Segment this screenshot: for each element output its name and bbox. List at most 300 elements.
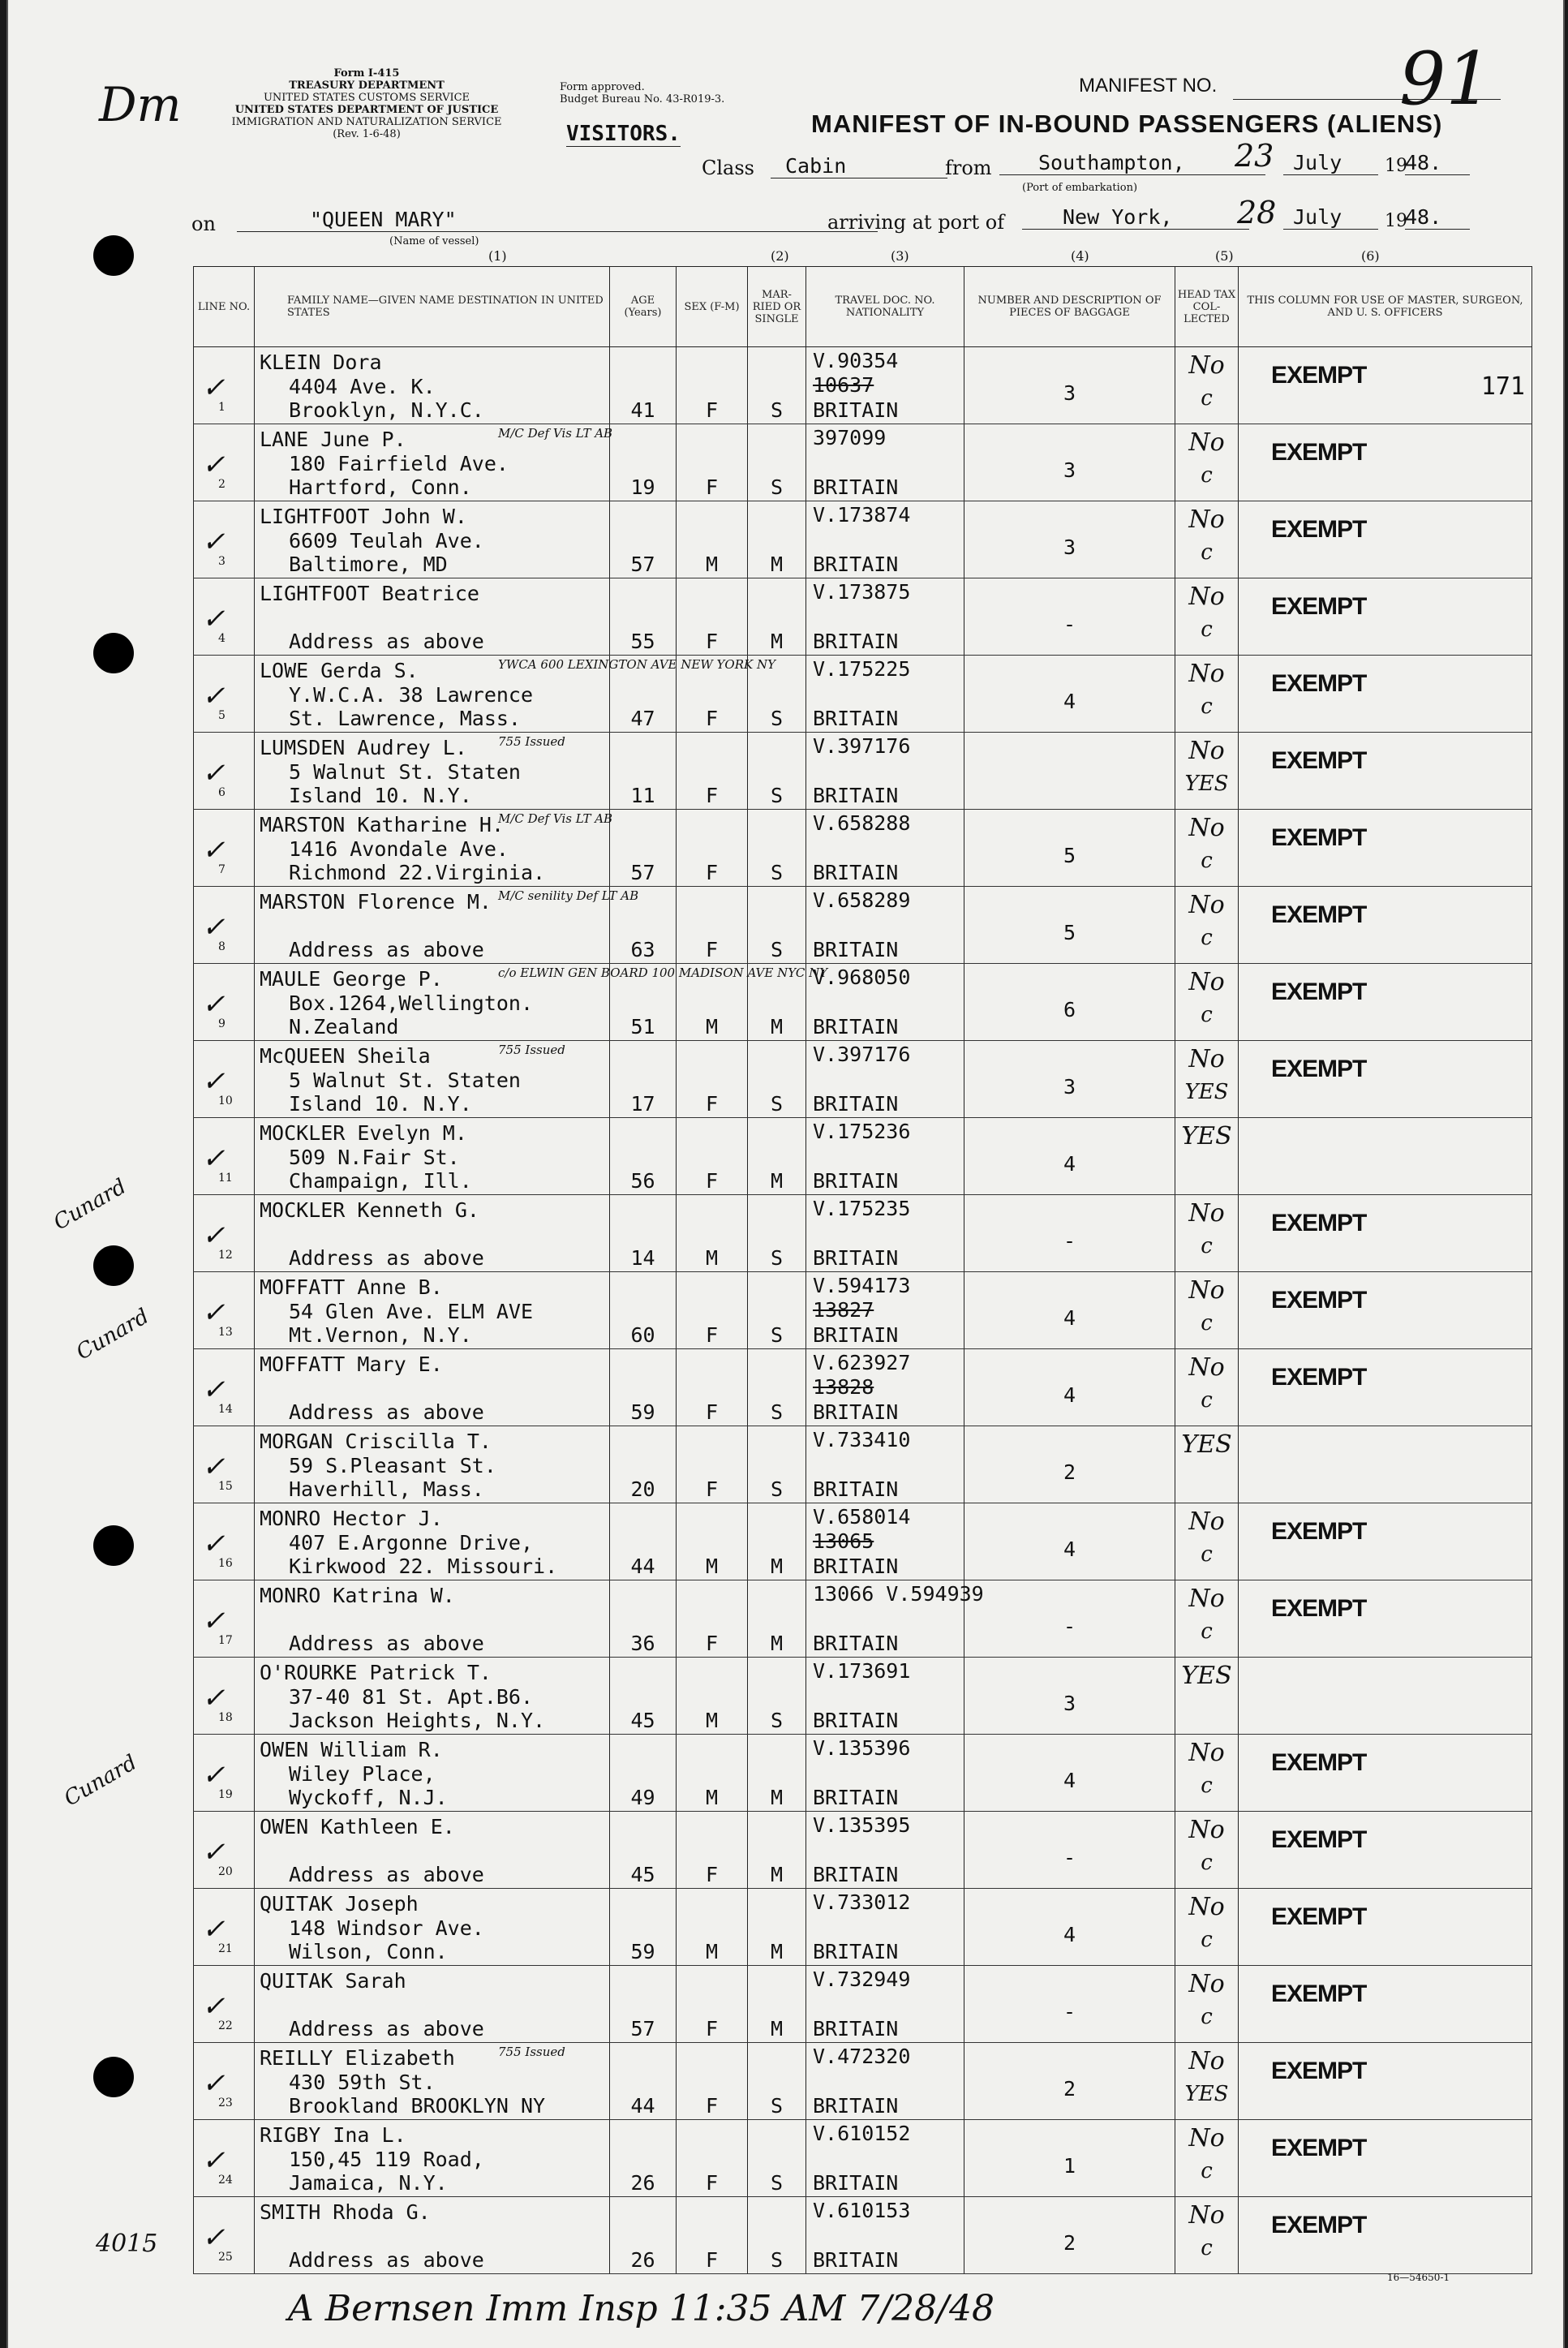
form-agency-block [188, 67, 545, 140]
nationality: BRITAIN [813, 861, 899, 884]
sex-value: M [705, 553, 719, 576]
marital-value: M [770, 1940, 784, 1963]
marital-cell [748, 656, 806, 733]
check-mark-icon: ✓ [202, 1528, 226, 1560]
sex-cell [677, 424, 748, 501]
exempt-stamp: EXEMPT [1271, 1903, 1367, 1930]
name-cell [255, 578, 610, 656]
age-value: 44 [630, 1555, 655, 1578]
passenger-name: LIGHTFOOT Beatrice [260, 582, 479, 605]
age-cell [610, 578, 677, 656]
budget-bureau: Budget Bureau No. 43-R019-3. [560, 93, 725, 105]
check-mark-icon: ✓ [202, 2144, 226, 2177]
head-tax-mark: c [1201, 2159, 1213, 2183]
officers-cell [1239, 2120, 1532, 2197]
line-cell [194, 1426, 255, 1503]
address-line-2: Island 10. N.Y. [289, 784, 472, 807]
line-cell [194, 1195, 255, 1272]
tax-cell [1175, 1580, 1239, 1658]
address-line-2: Richmond 22.Virginia. [289, 861, 546, 884]
check-mark-icon: ✓ [202, 1759, 226, 1791]
check-mark-icon: ✓ [202, 2067, 226, 2100]
marital-value: M [770, 1786, 784, 1809]
travel-doc-number: V.610153 [813, 2199, 911, 2222]
line-number: 7 [218, 863, 226, 876]
tax-cell [1175, 1041, 1239, 1118]
age-cell [610, 1349, 677, 1426]
officers-cell [1239, 1503, 1532, 1580]
sex-value: F [705, 707, 719, 730]
head-tax-value: No [1188, 1507, 1225, 1536]
address-line-1: 150,45 119 Road, [289, 2148, 484, 2171]
marital-value: S [770, 1246, 784, 1270]
marital-cell [748, 1503, 806, 1580]
sex-value: M [705, 1555, 719, 1578]
vessel-note: (Name of vessel) [389, 235, 479, 247]
nationality: BRITAIN [813, 707, 899, 730]
sex-cell [677, 578, 748, 656]
sex-cell [677, 810, 748, 887]
manifest-sheet [6, 0, 1565, 2348]
sex-cell [677, 1195, 748, 1272]
age-value: 45 [630, 1709, 655, 1732]
head-tax-value: No [1188, 351, 1225, 380]
head-tax-value: No [1188, 968, 1225, 996]
head-tax-mark: c [1201, 1928, 1213, 1952]
travel-doc-number: V.733410 [813, 1428, 911, 1451]
head-tax-value: No [1188, 1739, 1225, 1767]
age-value: 26 [630, 2248, 655, 2272]
line-number: 23 [218, 2096, 233, 2109]
age-cell [610, 964, 677, 1041]
baggage-cell [964, 964, 1175, 1041]
doc-cell [806, 1118, 964, 1195]
name-cell [255, 1580, 610, 1658]
officers-cell [1239, 964, 1532, 1041]
sex-cell [677, 347, 748, 424]
line-cell [194, 1349, 255, 1426]
passenger-name: LOWE Gerda S. [260, 659, 419, 682]
doc-cell [806, 501, 964, 578]
sex-value: F [705, 1863, 719, 1886]
travel-doc-alt: 13065 [813, 1529, 874, 1553]
sex-value: M [705, 1709, 719, 1732]
tax-cell [1175, 1349, 1239, 1426]
address-line-2: Address as above [289, 2248, 484, 2272]
check-mark-icon: ✓ [202, 911, 226, 944]
vessel-name: "QUEEN MARY" [237, 208, 878, 232]
passenger-name: MARSTON Florence M. [260, 890, 492, 914]
travel-doc-alt: 13827 [813, 1298, 874, 1322]
baggage-count: 2 [1063, 2077, 1076, 2101]
table-row [194, 2043, 1532, 2120]
nationality: BRITAIN [813, 1169, 899, 1193]
passenger-name: QUITAK Joseph [260, 1892, 419, 1916]
age-cell [610, 810, 677, 887]
table-row [194, 656, 1532, 733]
line-number: 22 [218, 2019, 233, 2032]
head-tax-value: No [1188, 428, 1225, 457]
baggage-cell [964, 1812, 1175, 1889]
officers-cell [1239, 424, 1532, 501]
marital-cell [748, 810, 806, 887]
tax-cell [1175, 887, 1239, 964]
table-row [194, 424, 1532, 501]
line-cell [194, 501, 255, 578]
line-number: 18 [218, 1711, 233, 1724]
col-num-3: (3) [891, 248, 909, 264]
baggage-cell [964, 501, 1175, 578]
sex-cell [677, 1658, 748, 1735]
age-cell [610, 2043, 677, 2120]
punch-hole [93, 1245, 134, 1286]
justice-label: UNITED STATES DEPARTMENT OF JUSTICE [234, 104, 499, 116]
form-code: 16—54650-1 [1387, 2272, 1450, 2283]
head-tax-mark: c [1201, 540, 1213, 565]
doc-cell [806, 733, 964, 810]
check-mark-icon: ✓ [202, 1219, 226, 1252]
exempt-stamp: EXEMPT [1271, 1364, 1367, 1391]
handwritten-annotation: c/o ELWIN GEN BOARD 100 MADISON AVE NYC NY [498, 965, 828, 980]
header-age: AGE (Years) [610, 267, 677, 347]
sex-value: F [705, 861, 719, 884]
marital-value: M [770, 1015, 784, 1039]
header-line-no: LINE NO. [194, 267, 255, 347]
travel-doc-number: V.732949 [813, 1967, 911, 1991]
marital-cell [748, 887, 806, 964]
baggage-cell [964, 1503, 1175, 1580]
exempt-stamp: EXEMPT [1271, 1980, 1367, 2007]
head-tax-value: No [1188, 1276, 1225, 1305]
travel-doc-number: V.175236 [813, 1120, 911, 1143]
name-cell [255, 1272, 610, 1349]
address-line-2: Wyckoff, N.J. [289, 1786, 448, 1809]
passenger-name: OWEN William R. [260, 1738, 443, 1761]
line-cell [194, 347, 255, 424]
tax-cell [1175, 501, 1239, 578]
baggage-cell [964, 2120, 1175, 2197]
nationality: BRITAIN [813, 2248, 899, 2272]
line-number: 15 [218, 1480, 233, 1493]
marital-cell [748, 1118, 806, 1195]
nationality: BRITAIN [813, 938, 899, 961]
address-line-1: 1416 Avondale Ave. [289, 837, 509, 861]
handwritten-annotation: 755 Issued [498, 734, 565, 749]
nationality: BRITAIN [813, 553, 899, 576]
address-line-1: 430 59th St. [289, 2071, 436, 2094]
header-name: FAMILY NAME—GIVEN NAME DESTINATION IN UNITED STATES [255, 267, 610, 347]
baggage-cell [964, 1041, 1175, 1118]
punch-hole [93, 633, 134, 673]
check-mark-icon: ✓ [202, 1142, 226, 1175]
officers-cell [1239, 2197, 1532, 2274]
baggage-cell [964, 2043, 1175, 2120]
doc-cell [806, 1735, 964, 1812]
table-row [194, 1349, 1532, 1426]
table-row [194, 347, 1532, 424]
age-value: 14 [630, 1246, 655, 1270]
officers-cell [1239, 1118, 1532, 1195]
tax-cell [1175, 1195, 1239, 1272]
address-line-1: 59 S.Pleasant St. [289, 1454, 496, 1477]
sex-cell [677, 1812, 748, 1889]
name-cell [255, 733, 610, 810]
travel-doc-number: V.968050 [813, 965, 911, 989]
head-tax-value: No [1188, 660, 1225, 688]
officers-cell [1239, 501, 1532, 578]
travel-doc-number: V.90354 [813, 349, 899, 372]
baggage-count: 2 [1063, 1460, 1076, 1484]
travel-doc-number: V.135396 [813, 1736, 911, 1760]
sex-value: F [705, 2171, 719, 2195]
name-cell [255, 2197, 610, 2274]
head-tax-mark: c [1201, 1619, 1213, 1644]
baggage-count: 4 [1063, 1306, 1076, 1330]
name-cell [255, 1195, 610, 1272]
age-cell [610, 1889, 677, 1966]
marital-cell [748, 424, 806, 501]
address-line-2: Haverhill, Mass. [289, 1477, 484, 1501]
marital-value: M [770, 553, 784, 576]
address-line-2: Address as above [289, 1400, 484, 1424]
marital-value: S [770, 1400, 784, 1424]
head-tax-mark: c [1201, 386, 1213, 411]
baggage-count: 4 [1063, 1923, 1076, 1946]
check-mark-icon: ✓ [202, 1374, 226, 1406]
head-tax-mark: c [1201, 2005, 1213, 2029]
age-cell [610, 1118, 677, 1195]
marital-value: S [770, 861, 784, 884]
marital-cell [748, 2197, 806, 2274]
marital-cell [748, 1272, 806, 1349]
doc-cell [806, 964, 964, 1041]
line-cell [194, 2197, 255, 2274]
travel-doc-number: 397099 [813, 426, 887, 449]
marital-cell [748, 1426, 806, 1503]
marital-value: S [770, 1092, 784, 1116]
head-tax-mark: c [1201, 2236, 1213, 2260]
form-number: Form I-415 [333, 67, 400, 80]
sex-cell [677, 964, 748, 1041]
nationality: BRITAIN [813, 1015, 899, 1039]
line-number: 2 [218, 478, 226, 491]
age-value: 41 [630, 398, 655, 422]
age-value: 57 [630, 861, 655, 884]
passenger-name: MOCKLER Evelyn M. [260, 1121, 467, 1145]
officers-cell [1239, 1349, 1532, 1426]
exempt-stamp: EXEMPT [1271, 824, 1367, 851]
table-row [194, 1812, 1532, 1889]
on-label: on [191, 213, 216, 235]
doc-cell [806, 1195, 964, 1272]
table-row [194, 578, 1532, 656]
marital-value: S [770, 2094, 784, 2118]
exempt-stamp: EXEMPT [1271, 593, 1367, 620]
travel-doc-number: V.733012 [813, 1890, 911, 1914]
check-mark-icon: ✓ [202, 1913, 226, 1946]
check-mark-icon: ✓ [202, 680, 226, 712]
passenger-name: REILLY Elizabeth [260, 2046, 455, 2070]
baggage-count: 4 [1063, 1152, 1076, 1176]
head-tax-value: No [1188, 505, 1225, 534]
table-row [194, 501, 1532, 578]
marital-cell [748, 1349, 806, 1426]
line-number: 1 [218, 401, 226, 414]
travel-doc-number: V.658288 [813, 811, 911, 835]
address-line-1: 180 Fairfield Ave. [289, 452, 509, 475]
baggage-count: 4 [1063, 1769, 1076, 1792]
officers-cell [1239, 2043, 1532, 2120]
baggage-count: 3 [1063, 535, 1076, 559]
age-value: 49 [630, 1786, 655, 1809]
address-line-1: 4404 Ave. K. [289, 375, 436, 398]
address-line-2: Address as above [289, 630, 484, 653]
head-tax-value: YES [1181, 1430, 1232, 1459]
line-cell [194, 1118, 255, 1195]
officers-cell [1239, 1812, 1532, 1889]
age-value: 55 [630, 630, 655, 653]
travel-doc-number: V.397176 [813, 734, 911, 758]
check-mark-icon: ✓ [202, 757, 226, 789]
address-line-1: Y.W.C.A. 38 Lawrence [289, 683, 534, 707]
sex-value: F [705, 1092, 719, 1116]
age-cell [610, 2197, 677, 2274]
sex-cell [677, 1503, 748, 1580]
from-port: Southampton, [999, 151, 1265, 175]
baggage-cell [964, 424, 1175, 501]
table-row [194, 1735, 1532, 1812]
name-cell [255, 1889, 610, 1966]
tax-cell [1175, 2043, 1239, 2120]
baggage-count: 3 [1063, 1075, 1076, 1099]
exempt-stamp: EXEMPT [1271, 2212, 1367, 2238]
sex-cell [677, 887, 748, 964]
baggage-count: 5 [1063, 844, 1076, 867]
address-line-1: 407 E.Argonne Drive, [289, 1531, 534, 1555]
nationality: BRITAIN [813, 475, 899, 499]
baggage-cell [964, 1349, 1175, 1426]
address-line-2: Jamaica, N.Y. [289, 2171, 448, 2195]
arrival-year: 48. [1405, 205, 1470, 230]
line-cell [194, 887, 255, 964]
address-line-2: Kirkwood 22. Missouri. [289, 1555, 558, 1578]
table-row [194, 1195, 1532, 1272]
check-mark-icon: ✓ [202, 449, 226, 481]
sex-value: F [705, 1169, 719, 1193]
doc-cell [806, 2120, 964, 2197]
travel-doc-number: V.175235 [813, 1197, 911, 1220]
nationality: BRITAIN [813, 1632, 899, 1655]
age-cell [610, 347, 677, 424]
age-value: 19 [630, 475, 655, 499]
sex-cell [677, 733, 748, 810]
tax-cell [1175, 1426, 1239, 1503]
sex-cell [677, 1426, 748, 1503]
age-cell [610, 1272, 677, 1349]
head-tax-mark: c [1201, 1542, 1213, 1567]
baggage-count: 3 [1063, 381, 1076, 405]
name-cell [255, 1349, 610, 1426]
doc-cell [806, 1041, 964, 1118]
head-tax-value: No [1188, 2124, 1225, 2152]
exempt-stamp: EXEMPT [1271, 670, 1367, 697]
sex-cell [677, 1349, 748, 1426]
exempt-stamp: EXEMPT [1271, 1826, 1367, 1853]
doc-cell [806, 578, 964, 656]
baggage-cell [964, 1966, 1175, 2043]
doc-cell [806, 2197, 964, 2274]
header-head-tax: HEAD TAX COL-LECTED [1175, 267, 1239, 347]
head-tax-value: No [1188, 891, 1225, 919]
check-mark-icon: ✓ [202, 372, 226, 404]
address-line-1: 509 N.Fair St. [289, 1146, 460, 1169]
tax-cell [1175, 578, 1239, 656]
nationality: BRITAIN [813, 1709, 899, 1732]
line-number: 5 [218, 709, 226, 722]
margin-note-cunard: Cunard [60, 1750, 141, 1812]
tax-cell [1175, 656, 1239, 733]
head-tax-mark: YES [1184, 772, 1229, 796]
from-year-prefix: 19 [1385, 156, 1407, 176]
sex-value: F [705, 1477, 719, 1501]
officers-cell [1239, 1195, 1532, 1272]
nationality: BRITAIN [813, 1477, 899, 1501]
line-number: 6 [218, 786, 226, 799]
doc-cell [806, 810, 964, 887]
baggage-cell [964, 2197, 1175, 2274]
baggage-count: - [1063, 2000, 1076, 2023]
check-mark-icon: ✓ [202, 1605, 226, 1637]
officers-cell [1239, 1658, 1532, 1735]
sex-cell [677, 1041, 748, 1118]
baggage-count: 3 [1063, 1692, 1076, 1715]
travel-doc-number: V.135395 [813, 1813, 911, 1837]
passenger-name: SMITH Rhoda G. [260, 2200, 431, 2224]
head-tax-mark: c [1201, 1774, 1213, 1798]
doc-cell [806, 1580, 984, 1658]
check-mark-icon: ✓ [202, 834, 226, 867]
nationality: BRITAIN [813, 1246, 899, 1270]
officers-cell [1239, 733, 1532, 810]
table-row [194, 810, 1532, 887]
check-mark-icon: ✓ [202, 988, 226, 1021]
officers-cell [1239, 810, 1532, 887]
nationality: BRITAIN [813, 1323, 899, 1347]
name-cell [255, 501, 610, 578]
address-line-1: 148 Windsor Ave. [289, 1916, 484, 1940]
line-cell [194, 1503, 255, 1580]
line-number: 8 [218, 940, 226, 953]
sex-cell [677, 656, 748, 733]
sex-cell [677, 2197, 748, 2274]
table-row [194, 1580, 1532, 1658]
age-value: 11 [630, 784, 655, 807]
age-cell [610, 1966, 677, 2043]
address-line-2: Address as above [289, 938, 484, 961]
arriving-label: arriving at port of [827, 211, 1005, 234]
baggage-count: - [1063, 613, 1076, 636]
punch-hole [93, 2057, 134, 2097]
check-mark-icon: ✓ [202, 1990, 226, 2023]
address-line-2: Jackson Heights, N.Y. [289, 1709, 546, 1732]
tax-cell [1175, 1272, 1239, 1349]
address-line-2: St. Lawrence, Mass. [289, 707, 521, 730]
address-line-2: Brooklyn, N.Y.C. [289, 398, 484, 422]
marital-value: S [770, 938, 784, 961]
table-row [194, 1503, 1532, 1580]
sex-value: M [705, 1940, 719, 1963]
baggage-count: 2 [1063, 2231, 1076, 2255]
